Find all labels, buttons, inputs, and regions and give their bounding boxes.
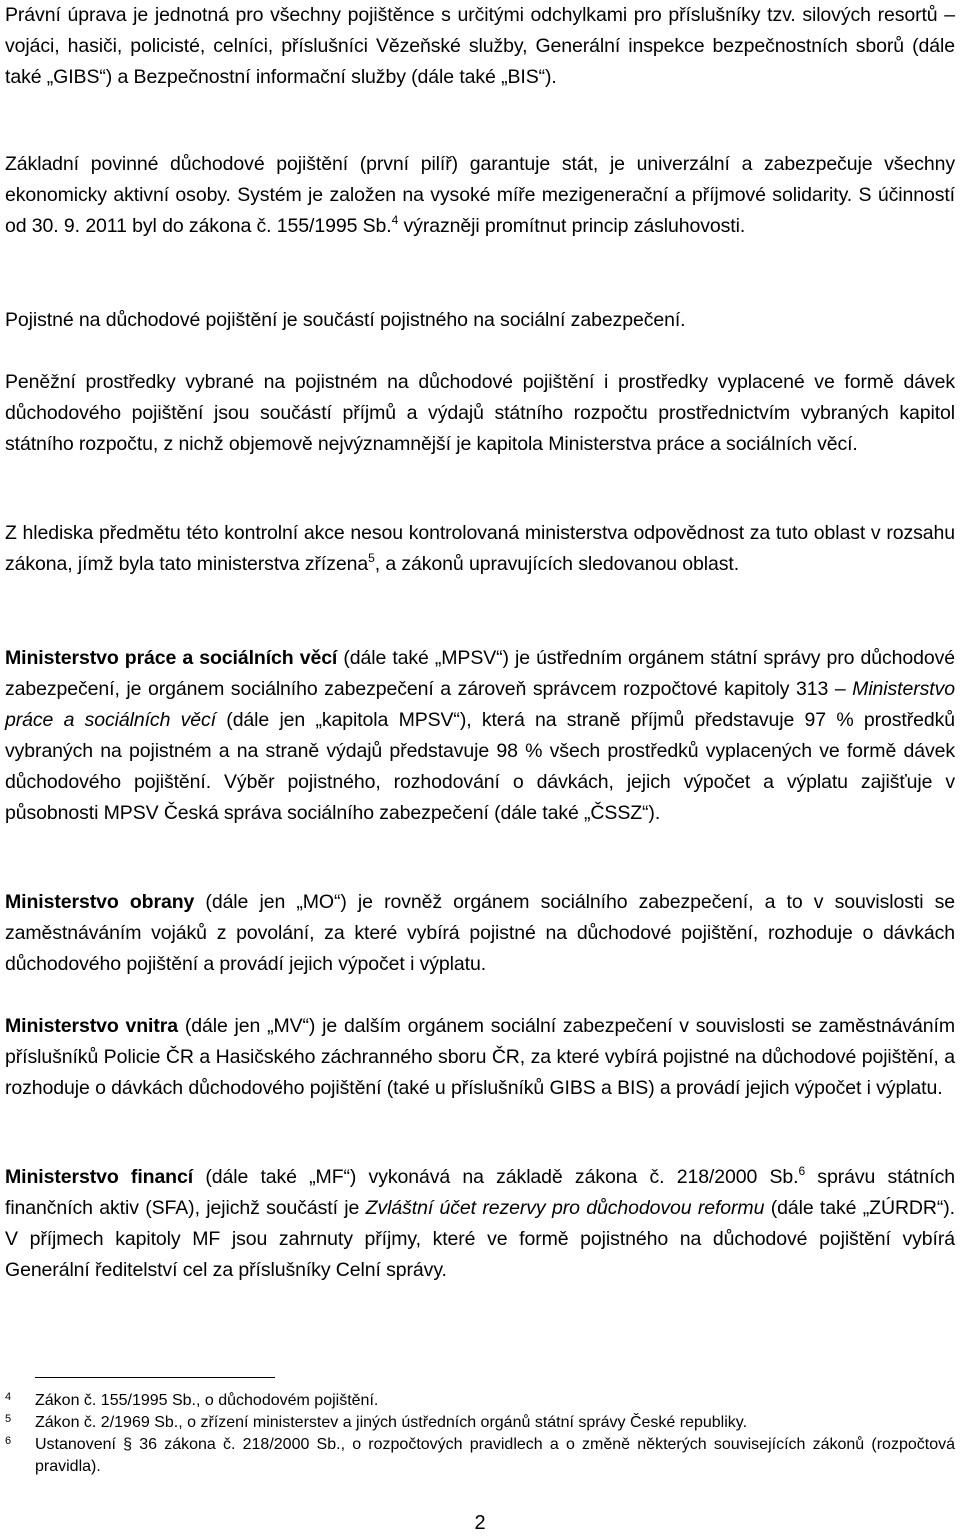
paragraph-text: (dále také „ZÚRDR“). V příjmech kapitoly MF jsou zahrnuty příjmy, které ve formě pojistného na důchodové pojištění vybírá Generální ředitelství cel za příslušníky Celní správy. xyxy=(5,1197,956,1281)
footnote-ref-4[interactable]: 4 xyxy=(391,213,399,227)
ministry-name-mv: Ministerstvo vnitra xyxy=(5,1015,178,1037)
paragraph-text: (dále jen „kapitola MPSV“), která na straně příjmů představuje 97 % prostředků vybraných na pojistném a na straně výdajů představuje 98 % všech prostředků vyplacených ve formě dávek důchodového pojištění. Výběr pojistného, rozhodování o dávkách, jejich výpočet a výplatu zajišťuje v působnosti MPSV Česká správa sociálního zabezpečení (dále také „ČSSZ“). xyxy=(5,709,955,824)
footnote-ref-5[interactable]: 5 xyxy=(368,551,375,565)
paragraph-text: Právní úprava je jednotná pro všechny pojištěnce s určitými odchylkami pro příslušníky tzv. silových resortů – vojáci, hasiči, policisté, celníci, příslušníci Vězeňské služby, Generální inspekce bezpečnostních sborů (dále také „GIBS“) a Bezpečnostní informační služby (dále také „BIS“). xyxy=(5,4,955,88)
paragraph-text: Pojistné na důchodové pojištění je součástí pojistného na sociální zabezpečení. xyxy=(5,309,686,331)
paragraph-text: (dále také „MPSV“) je ústředním orgánem státní správy pro důchodové zabezpečení, je orgánem sociálního zabezpečení a zároveň správcem rozpočtové kapitoly 313 – xyxy=(5,647,955,700)
footnote-number: 4 xyxy=(5,1391,12,1403)
footnote-ref-6[interactable]: 6 xyxy=(798,1164,806,1178)
footnote-item xyxy=(5,1390,955,1412)
footnote-number: 6 xyxy=(5,1435,12,1447)
paragraph-text: Peněžní prostředky vybrané na pojistném na důchodové pojištění i prostředky vyplacené ve formě dávek důchodového pojištění jsou součástí příjmů a výdajů státního rozpočtu prostřednictvím vybraných kapitol státního rozpočtu, z nichž objemově nejvýznamnější je kapitola Ministerstva práce a sociálních věcí. xyxy=(5,371,955,455)
ministry-name-mpsv: Ministerstvo práce a sociálních věcí xyxy=(5,647,338,669)
paragraph-mo xyxy=(5,887,955,980)
footnote-item xyxy=(5,1434,955,1478)
paragraph-first-pillar xyxy=(5,149,955,242)
paragraph-text: Z hlediska předmětu této kontrolní akce nesou kontrolovaná ministerstva odpovědnost za tuto oblast v rozsahu zákona, jímž byla tato ministerstva zřízena xyxy=(5,522,955,575)
paragraph-text: (dále také „MF“) vykonává na základě zákona č. 218/2000 Sb. xyxy=(193,1166,799,1188)
paragraph-funds xyxy=(5,367,955,460)
ministry-name-mo: Ministerstvo obrany xyxy=(5,891,195,913)
paragraph-legal-framework xyxy=(5,0,955,93)
footnote-text: Zákon č. 2/1969 Sb., o zřízení ministerstev a jiných ústředních orgánů státní správy České republiky. xyxy=(35,1414,748,1431)
ministry-name-mf: Ministerstvo financí xyxy=(5,1166,194,1188)
footnote-text: Ustanovení § 36 zákona č. 218/2000 Sb., o rozpočtových pravidlech a o změně některých souvisejících zákonů (rozpočtová pravidla). xyxy=(35,1436,955,1475)
footnote-separator xyxy=(35,1377,275,1378)
paragraph-text: , a zákonů upravujících sledovanou oblast. xyxy=(374,553,740,575)
page-number: 2 xyxy=(474,1512,486,1534)
chapter-name-italic: Ministerstvo práce a sociálních věcí xyxy=(5,678,955,731)
paragraph-mf xyxy=(5,1162,955,1286)
paragraph-audit-scope xyxy=(5,518,955,580)
paragraph-text: správu státních finančních aktiv (SFA), jejichž součástí je xyxy=(5,1166,955,1219)
paragraph-text: (dále jen „MO“) je rovněž orgánem sociálního zabezpečení, a to v souvislosti se zaměstnáváním vojáků z povolání, za které vybírá pojistné na důchodové pojištění, rozhoduje o dávkách důchodového pojištění a provádí jejich výpočet i výplatu. xyxy=(5,891,955,975)
account-name-italic: Zvláštní účet rezervy pro důchodovou reformu xyxy=(365,1197,765,1219)
footnote-number: 5 xyxy=(5,1413,12,1425)
paragraph-mpsv xyxy=(5,643,955,829)
paragraph-premium xyxy=(5,305,685,336)
paragraph-text: Základní povinné důchodové pojištění (první pilíř) garantuje stát, je univerzální a zabezpečuje všechny ekonomicky aktivní osoby. Systém je založen na vysoké míře mezigenerační a příjmové solidarity. S účinností od 30. 9. 2011 byl do zákona č. 155/1995 Sb. xyxy=(5,153,955,237)
paragraph-text: výrazněji promítnut princip zásluhovosti. xyxy=(398,215,746,237)
paragraph-text: (dále jen „MV“) je dalším orgánem sociální zabezpečení v souvislosti se zaměstnáváním příslušníků Policie ČR a Hasičského záchranného sboru ČR, za které vybírá pojistné na důchodové pojištění, a rozhoduje o dávkách důchodového pojištění (také u příslušníků GIBS a BIS) a provádí jejich výpočet i výplatu. xyxy=(5,1015,955,1099)
paragraph-mv xyxy=(5,1011,955,1104)
footnote-text: Zákon č. 155/1995 Sb., o důchodovém pojištění. xyxy=(35,1392,379,1409)
footnote-item xyxy=(5,1412,955,1434)
footnotes xyxy=(5,1390,955,1478)
